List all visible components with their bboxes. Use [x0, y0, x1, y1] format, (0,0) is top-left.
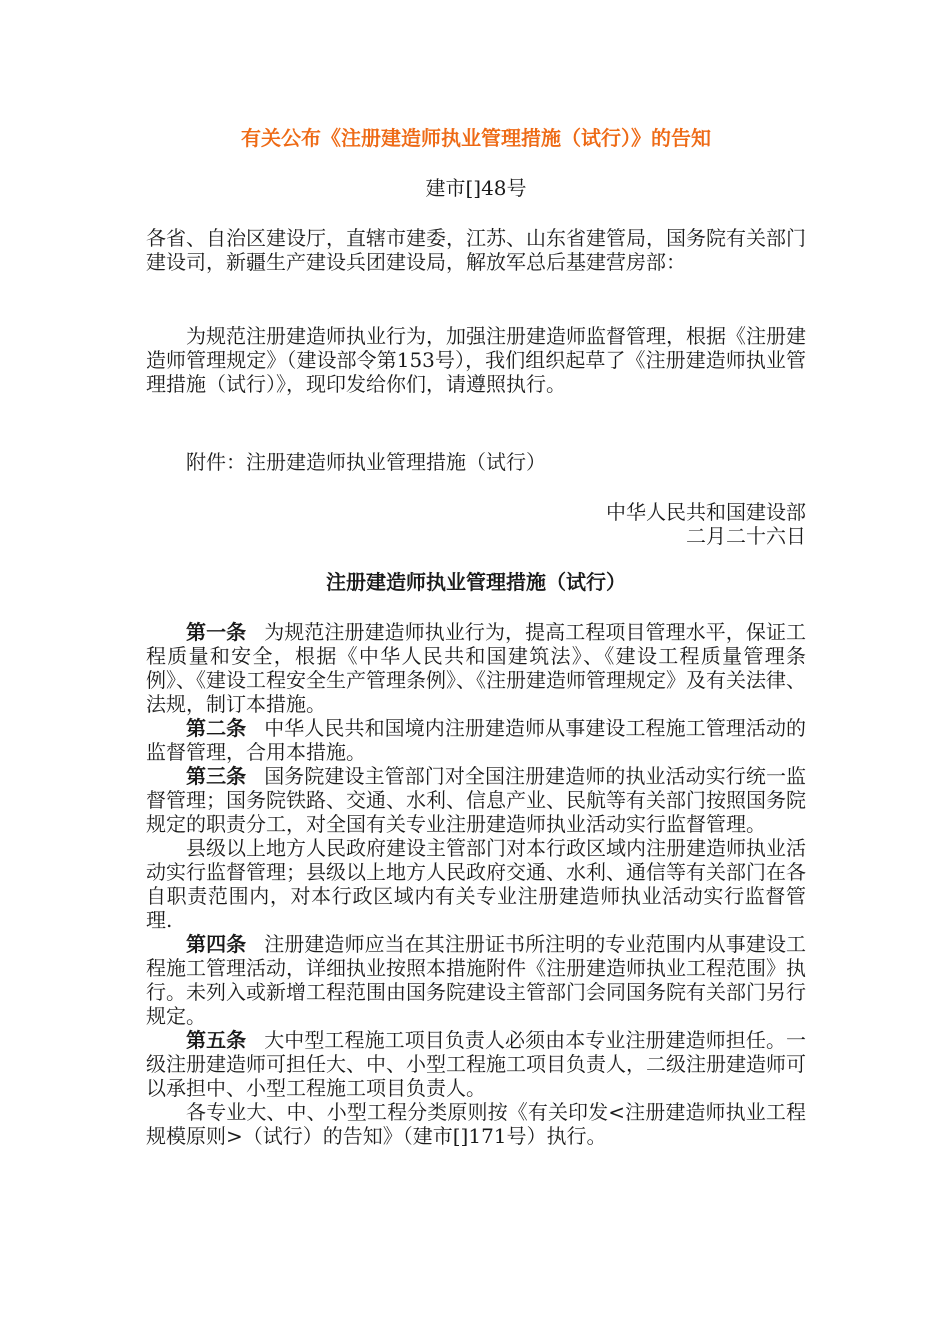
article-label: 第一条: [186, 620, 247, 644]
article-paragraph: [146, 620, 806, 716]
articles-body: [146, 620, 806, 1148]
intro-paragraph: 为规范注册建造师执业行为，加强注册建造师监督管理，根据《注册建造师管理规定》（建设部令第153号），我们组织起草了《注册建造师执业管理措施（试行）》，现印发给你们，请遵照执行。: [146, 324, 806, 396]
article-paragraph: [146, 716, 806, 764]
article-continuation-paragraph: [146, 1100, 806, 1148]
measures-title: 注册建造师执业管理措施（试行）: [326, 570, 626, 594]
article-text: 注册建造师应当在其注册证书所注明的专业范围内从事建设工程施工管理活动，详细执业按照本措施附件《注册建造师执业工程范围》执行。未列入或新增工程范围由国务院建设主管部门会同国务院有关部门另行规定。: [146, 932, 807, 1028]
issuer-signature: 中华人民共和国建设部: [606, 500, 806, 524]
article-continuation-paragraph: [146, 836, 806, 932]
article-text: 大中型工程施工项目负责人必须由本专业注册建造师担任。一级注册建造师可担任大、中、小型工程施工项目负责人，二级注册建造师可以承担中、小型工程施工项目负责人。: [146, 1028, 807, 1100]
notice-title: 有关公布《注册建造师执业管理措施（试行）》的告知: [241, 126, 711, 150]
article-label: 第四条: [186, 932, 247, 956]
article-label: 第五条: [186, 1028, 247, 1052]
attachment-line: 附件：注册建造师执业管理措施（试行）: [186, 450, 546, 474]
article-text: 为规范注册建造师执业行为，提高工程项目管理水平，保证工程质量和安全，根据《中华人民共和国建筑法》、《建设工程质量管理条例》、《建设工程安全生产管理条例》、《注册建造师管理规定》及有关法律、法规，制订本措施。: [146, 620, 807, 716]
article-paragraph: [146, 932, 806, 1028]
article-label: 第三条: [186, 764, 247, 788]
article-paragraph: [146, 764, 806, 836]
article-label: 第二条: [186, 716, 247, 740]
article-text: 各专业大、中、小型工程分类原则按《有关印发<注册建造师执业工程规模原则>（试行）的告知》（建市[]171号）执行。: [146, 1100, 806, 1148]
notice-number: 建市[]48号: [425, 176, 527, 200]
issue-date: 二月二十六日: [686, 524, 806, 548]
article-text: 中华人民共和国境内注册建造师从事建设工程施工管理活动的监督管理，合用本措施。: [146, 716, 807, 764]
article-text: 县级以上地方人民政府建设主管部门对本行政区域内注册建造师执业活动实行监督管理；县级以上地方人民政府交通、水利、通信等有关部门在各自职责范围内，对本行政区域内有关专业注册建造师执业活动实行监督管理.: [146, 836, 806, 932]
addressee-paragraph: 各省、自治区建设厅，直辖市建委，江苏、山东省建管局，国务院有关部门建设司，新疆生产建设兵团建设局，解放军总后基建营房部：: [146, 226, 806, 274]
article-paragraph: [146, 1028, 806, 1100]
article-text: 国务院建设主管部门对全国注册建造师的执业活动实行统一监督管理；国务院铁路、交通、水利、信息产业、民航等有关部门按照国务院规定的职责分工，对全国有关专业注册建造师执业活动实行监督管理。: [146, 764, 807, 836]
